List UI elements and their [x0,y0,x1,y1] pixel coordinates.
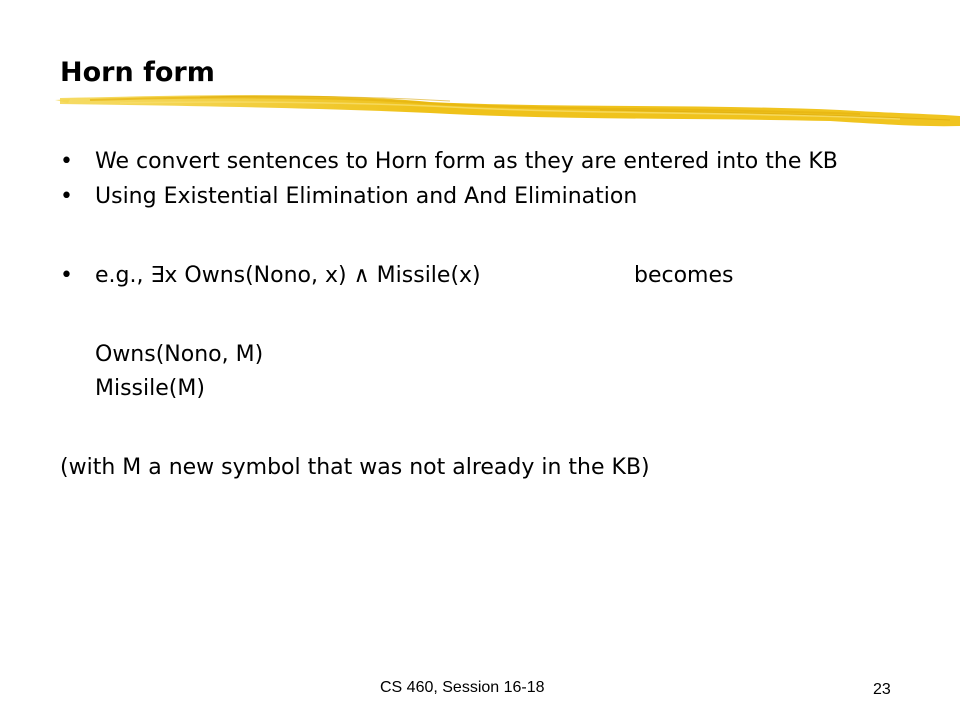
footer-course-session: CS 460, Session 16-18 [380,679,545,696]
page-number: 23 [873,681,891,698]
bullet-item: We convert sentences to Horn form as they are entered into the KB [95,149,838,174]
slide-title: Horn form [60,57,215,88]
note-text: (with M a new symbol that was not already in the KB) [60,455,650,480]
result-line: Owns(Nono, M) [95,342,264,367]
bullet-marker: • [60,263,73,288]
bullet-item-example: e.g., ∃x Owns(Nono, x) ∧ Missile(x) [95,263,481,288]
result-line: Missile(M) [95,376,205,401]
example-becomes-label: becomes [634,263,734,288]
bullet-item: Using Existential Elimination and And Elimination [95,184,638,209]
bullet-marker: • [60,184,73,209]
bullet-marker: • [60,149,73,174]
